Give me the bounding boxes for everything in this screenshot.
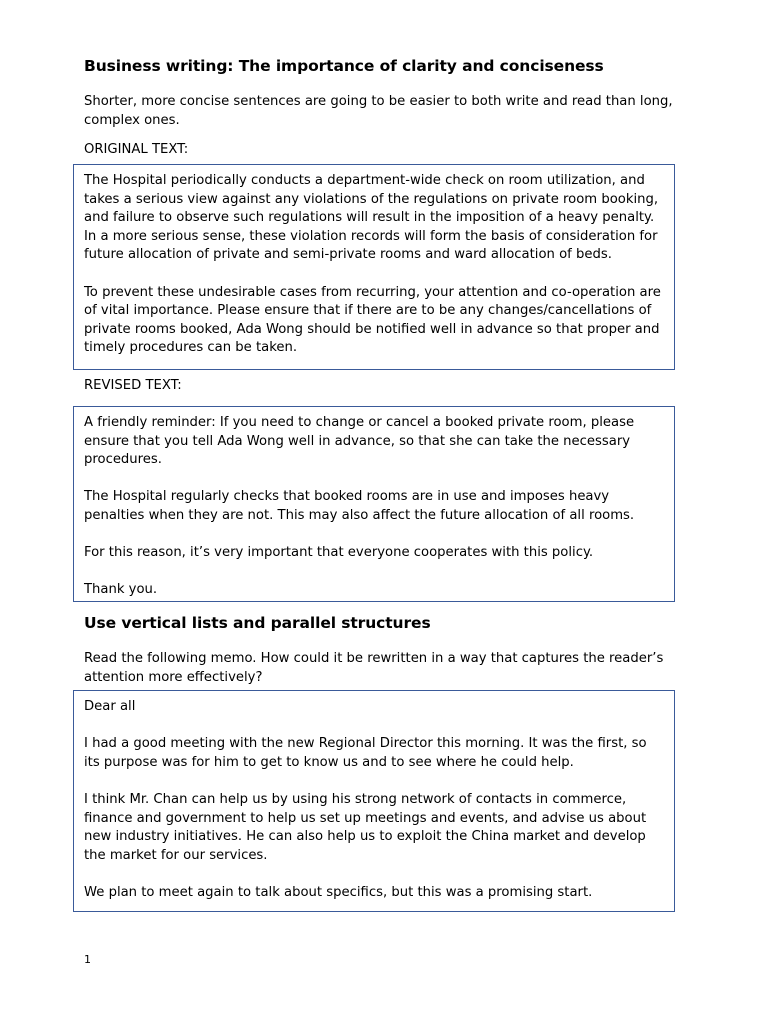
- section-intro-clarity: Shorter, more concise sentences are going to be easier to both write and read than long, complex ones.: [84, 94, 673, 128]
- original-paragraph: The Hospital periodically conducts a department-wide check on room utilization, and takes a serious view against any violations of the regulations on private room booking, and failure to observe such regulations will result in the imposition of a heavy penalty. In a more serious sense, these violation records will form the basis of consideration for future allocation of private and semi-private rooms and ward allocation of beds.: [84, 173, 659, 263]
- original-text-label: ORIGINAL TEXT:: [84, 142, 189, 157]
- revised-paragraph: For this reason, it’s very important that everyone cooperates with this policy.: [84, 545, 594, 561]
- memo-paragraph: I had a good meeting with the new Regional Director this morning. It was the first, so its purpose was for him to get to know us and to see where he could help.: [84, 736, 647, 770]
- memo-paragraph: Dear all: [84, 699, 136, 714]
- revised-paragraph: Thank you.: [84, 582, 158, 598]
- memo-box: [73, 690, 675, 912]
- revised-paragraph: A friendly reminder: If you need to change or cancel a booked private room, please ensure that you tell Ada Wong well in advance, so that she can take the necessary procedures.: [84, 415, 635, 468]
- original-text-box: [73, 164, 675, 370]
- original-paragraph: To prevent these undesirable cases from recurring, your attention and co-operation are of vital importance. Please ensure that if there are to be any changes/cancellations of private rooms booked, Ada Wong should be notified well in advance so that proper and timely procedures can be taken.: [84, 284, 661, 356]
- memo-paragraph: I think Mr. Chan can help us by using his strong network of contacts in commerce, finance and government to help us set up meetings and events, and advise us about new industry initiatives. He can also help us to exploit the China market and develop the market for our services.: [84, 791, 647, 863]
- section-heading-lists: Use vertical lists and parallel structures: [84, 614, 431, 632]
- memo-paragraph: We plan to meet again to talk about specifics, but this was a promising start.: [84, 884, 593, 900]
- revised-paragraph: The Hospital regularly checks that booked rooms are in use and imposes heavy penalties when they are not. This may also affect the future allocation of all rooms.: [84, 489, 635, 523]
- section-intro-lists: Read the following memo. How could it be rewritten in a way that captures the reader’s attention more effectively?: [84, 651, 664, 685]
- revised-text-box: [73, 406, 675, 602]
- section-heading-clarity: Business writing: The importance of clarity and conciseness: [84, 57, 604, 75]
- page-number: 1: [84, 953, 91, 966]
- revised-text-label: REVISED TEXT:: [84, 378, 182, 393]
